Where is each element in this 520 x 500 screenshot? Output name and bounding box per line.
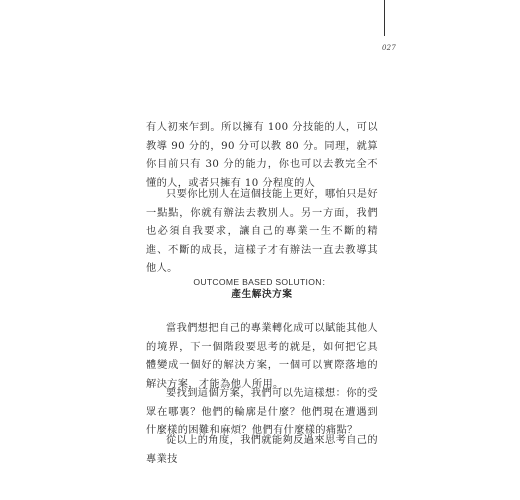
section-title-chinese: 產生解決方案 — [231, 289, 293, 300]
page-number: 027 — [382, 44, 396, 52]
paragraph-4: 要找到這個方案，我們可以先這樣想：你的受眾在哪裏？他們的輪廓是什麼？他們現在遭遇到什麼樣的困難和麻煩？他們有什麼樣的痛點？ — [146, 388, 378, 436]
header-rule — [384, 0, 385, 36]
section-title-english: OUTCOME BASED SOLUTION： — [193, 277, 331, 287]
paragraph-1: 有人初來乍到。所以擁有 100 分技能的人，可以教導 90 分的，90 分可以教 80 分。同理，就算你目前只有 30 分的能力，你也可以去教完全不懂的人，或者只擁有 10 分程度的人 — [146, 122, 378, 189]
paragraph-5: 從以上的角度，我們就能夠反過來思考自己的專業技 — [146, 435, 378, 465]
paragraph-3: 當我們想把自己的專業轉化成可以賦能其他人的境界，下一個階段要思考的就是，如何把它具體變成一個好的解決方案，一個可以實際落地的解決方案，才能為他人所用。 — [146, 323, 378, 390]
paragraph-2: 只要你比別人在這個技能上更好，哪怕只是好一點點，你就有辦法去教別人。另一方面，我們也必須自我要求，讓自己的專業一生不斷的精進、不斷的成長，這樣子才有辦法一直去教導其他人。 — [146, 189, 378, 274]
section-heading — [146, 276, 378, 301]
